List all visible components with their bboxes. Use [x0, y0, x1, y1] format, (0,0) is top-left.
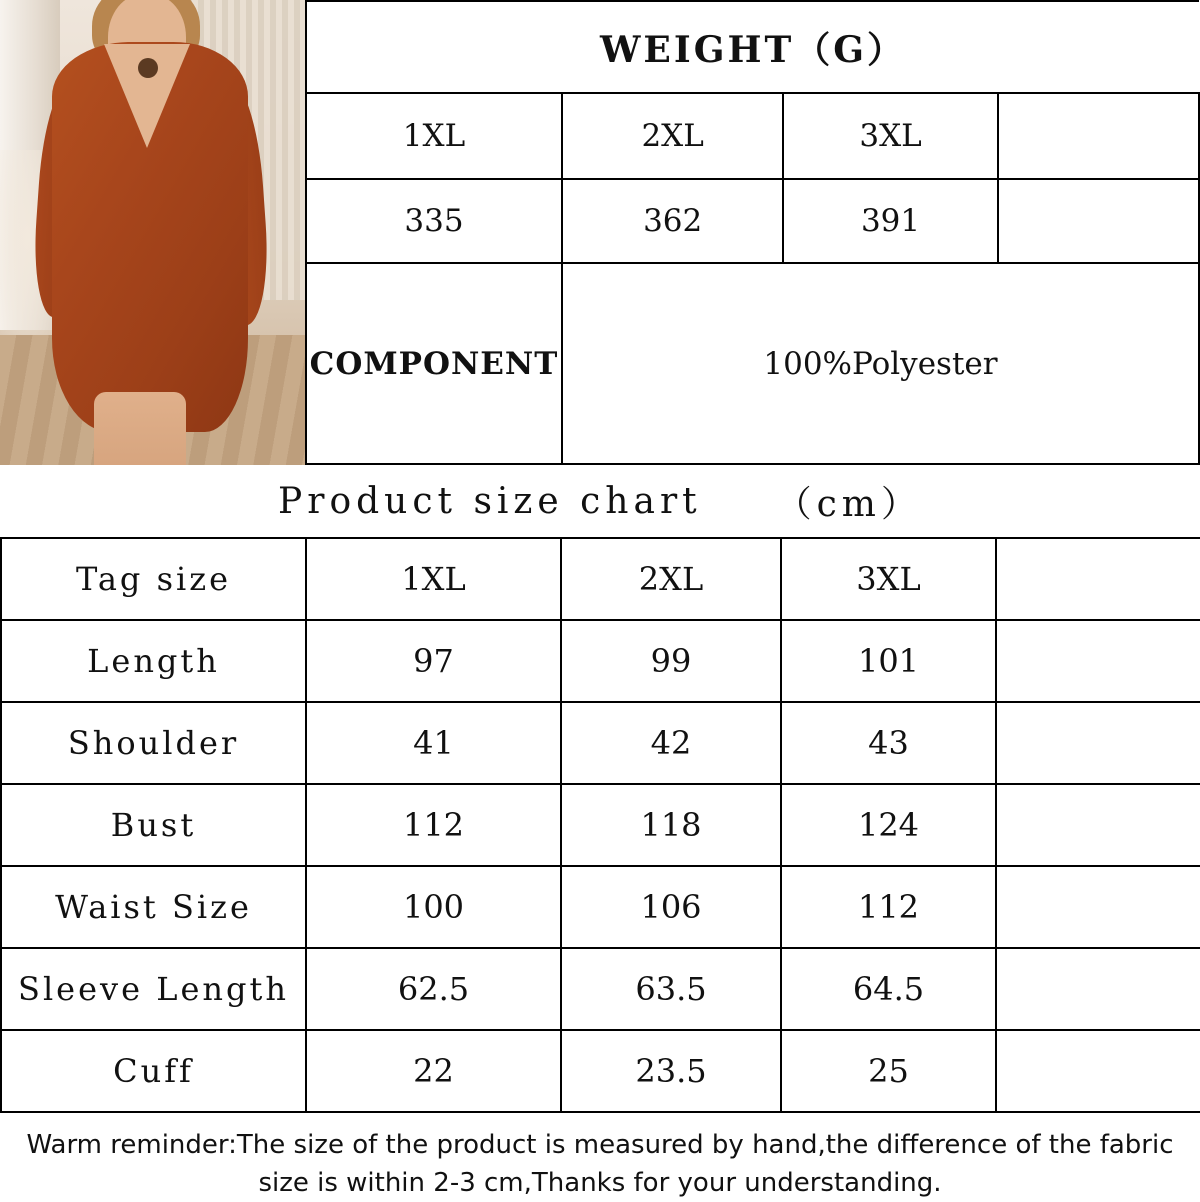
- top-section: [0, 0, 1200, 465]
- component-value: 100%Polyester: [562, 263, 1199, 464]
- necklace-pendant-icon: [138, 58, 158, 78]
- waist-3xl: 112: [781, 866, 996, 948]
- size-chart-table: [0, 537, 1200, 1113]
- table-row: [1, 948, 1200, 1030]
- warm-reminder: [0, 1113, 1200, 1202]
- component-row: [306, 263, 1199, 464]
- bust-spacer: [996, 784, 1200, 866]
- sleeve-1xl: 62.5: [306, 948, 561, 1030]
- weight-size-row: [306, 93, 1199, 179]
- shoulder-3xl: 43: [781, 702, 996, 784]
- weight-value-2xl: 362: [562, 179, 783, 263]
- sleeve-3xl: 64.5: [781, 948, 996, 1030]
- waist-1xl: 100: [306, 866, 561, 948]
- table-row: [1, 1030, 1200, 1112]
- row-label-cuff: Cuff: [1, 1030, 306, 1112]
- length-1xl: 97: [306, 620, 561, 702]
- size-chart-unit: （cm）: [775, 483, 922, 525]
- sleeve-spacer: [996, 948, 1200, 1030]
- header-spacer: [996, 538, 1200, 620]
- bust-2xl: 118: [561, 784, 781, 866]
- row-label-shoulder: Shoulder: [1, 702, 306, 784]
- bust-1xl: 112: [306, 784, 561, 866]
- product-photo: [0, 0, 305, 465]
- weight-title: WEIGHT（G）: [306, 1, 1199, 93]
- weight-value-1xl: 335: [306, 179, 562, 263]
- row-label-bust: Bust: [1, 784, 306, 866]
- weight-table: [305, 0, 1200, 465]
- row-label-waist-size: Waist Size: [1, 866, 306, 948]
- header-2xl: 2XL: [561, 538, 781, 620]
- table-row: [1, 866, 1200, 948]
- sleeve-2xl: 63.5: [561, 948, 781, 1030]
- row-label-sleeve-length: Sleeve Length: [1, 948, 306, 1030]
- size-table-header-row: [1, 538, 1200, 620]
- row-label-length: Length: [1, 620, 306, 702]
- length-spacer: [996, 620, 1200, 702]
- warm-reminder-line-1: Warm reminder:The size of the product is measured by hand,the difference of the fabric: [26, 1130, 1174, 1160]
- weight-value-row: [306, 179, 1199, 263]
- header-tag-size: Tag size: [1, 538, 306, 620]
- weight-value-3xl: 391: [783, 179, 997, 263]
- cuff-spacer: [996, 1030, 1200, 1112]
- header-3xl: 3XL: [781, 538, 996, 620]
- table-row: [1, 702, 1200, 784]
- shoulder-2xl: 42: [561, 702, 781, 784]
- length-2xl: 99: [561, 620, 781, 702]
- cuff-1xl: 22: [306, 1030, 561, 1112]
- shoulder-1xl: 41: [306, 702, 561, 784]
- bust-3xl: 124: [781, 784, 996, 866]
- warm-reminder-line-2: size is within 2-3 cm,Thanks for your understanding.: [258, 1167, 942, 1198]
- header-1xl: 1XL: [306, 538, 561, 620]
- size-chart-title: Product size chart: [278, 480, 702, 522]
- component-label: COMPONENT: [306, 263, 562, 464]
- table-row: [1, 620, 1200, 702]
- waist-spacer: [996, 866, 1200, 948]
- waist-2xl: 106: [561, 866, 781, 948]
- weight-size-1xl: 1XL: [306, 93, 562, 179]
- table-row: [1, 784, 1200, 866]
- weight-size-spacer: [998, 93, 1199, 179]
- weight-size-2xl: 2XL: [562, 93, 783, 179]
- cuff-3xl: 25: [781, 1030, 996, 1112]
- model-figure: [30, 0, 260, 465]
- cuff-2xl: 23.5: [561, 1030, 781, 1112]
- weight-size-3xl: 3XL: [783, 93, 997, 179]
- shoulder-spacer: [996, 702, 1200, 784]
- model-legs: [94, 392, 186, 465]
- weight-title-row: [306, 1, 1199, 93]
- length-3xl: 101: [781, 620, 996, 702]
- weight-value-spacer: [998, 179, 1199, 263]
- size-chart-title-bar: [0, 465, 1200, 537]
